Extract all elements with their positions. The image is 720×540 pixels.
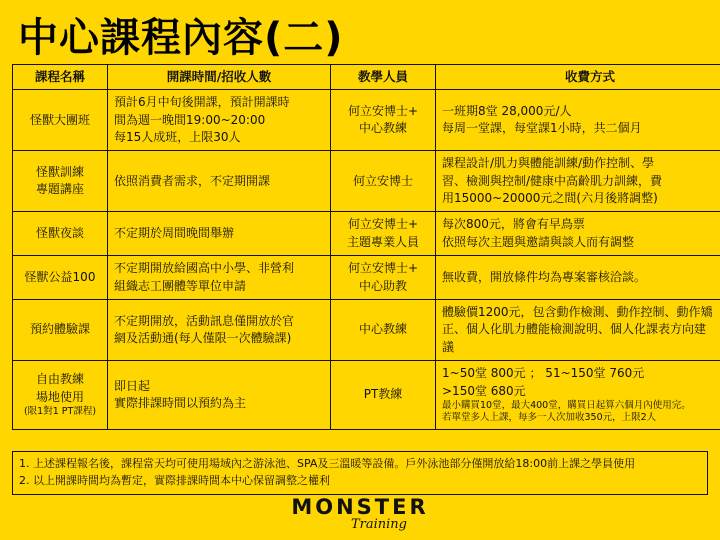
footnote-1: 1. 上述課程報名後，課程當天均可使用場域內之游泳池、SPA及三溫暖等設備。戶外泳池部分僅開放給18:00前上課之學員使用	[19, 457, 636, 470]
cell-staff: 何立安博士+ 主題專業人員	[331, 212, 436, 256]
table-row	[13, 212, 720, 256]
cell-fee: 一班期8堂 28,000元/人 每周一堂課，每堂課1小時，共二個月	[436, 90, 720, 151]
cell-course-name: 自由教練 場地使用 (限1對1 PT課程)	[13, 361, 108, 429]
table-header-row	[13, 65, 720, 90]
cell-course-time: 不定期開放，活動訊息僅開放於官 網及活動通(每人僅限一次體驗課)	[108, 300, 331, 361]
cell-fee: 課程設計/肌力與體能訓練/動作控制、學 習、檢測與控制/健康中高齡肌力訓練，費 用15000~20000元之間(六月後將調整)	[436, 151, 720, 212]
cell-staff: 何立安博士	[331, 151, 436, 212]
cell-course-time: 不定期於周間晚間舉辦	[108, 212, 331, 256]
cell-course-time: 不定期開放給國高中小學、非營利 組織志工團體等單位申請	[108, 256, 331, 300]
brand-tagline: Training	[350, 517, 408, 532]
cell-fee: 每次800元，將會有早鳥票 依照每次主題與邀請與談人而有調整	[436, 212, 720, 256]
course-table	[12, 64, 720, 430]
table-row	[13, 151, 720, 212]
cell-staff: 中心教練	[331, 300, 436, 361]
header-course-time: 開課時間/招收人數	[108, 65, 331, 90]
cell-fee: 無收費，開放條件均為專案審核洽談。	[436, 256, 720, 300]
table-row	[13, 361, 720, 429]
header-fee: 收費方式	[436, 65, 720, 90]
footnote-2: 2. 以上開課時間均為暫定，實際排課時間本中心保留調整之權利	[19, 473, 330, 487]
brand-logo	[0, 495, 720, 532]
table-row	[13, 300, 720, 361]
cell-course-time: 預計6月中旬後開課，預計開課時 間為週一晚間19:00~20:00 每15人成班，上限30人	[108, 90, 331, 151]
cell-course-name: 怪獸大團班	[13, 90, 108, 151]
cell-course-name: 預約體驗課	[13, 300, 108, 361]
cell-course-time: 即日起 實際排課時間以預約為主	[108, 361, 331, 429]
cell-course-name: 怪獸訓練 專題講座	[13, 151, 108, 212]
page-title: 中心課程內容(二)	[18, 15, 344, 61]
cell-course-time: 依照消費者需求，不定期開課	[108, 151, 331, 212]
brand-name: MONSTER	[291, 495, 429, 519]
table-row	[13, 90, 720, 151]
footnotes	[12, 451, 708, 495]
cell-staff: PT教練	[331, 361, 436, 429]
cell-fee: 1~50堂 800元 ； 51~150堂 760元 >150堂 680元 最小購買10堂，最大400堂，購買日起算六個月內使用完。 若單堂多人上課，每多一人次加收350元，上限2人	[436, 361, 720, 429]
cell-course-name: 怪獸公益100	[13, 256, 108, 300]
table-body	[13, 90, 720, 430]
header-staff: 教學人員	[331, 65, 436, 90]
cell-course-name: 怪獸夜談	[13, 212, 108, 256]
cell-staff: 何立安博士+ 中心教練	[331, 90, 436, 151]
table-row	[13, 256, 720, 300]
cell-fee: 體驗價1200元，包含動作檢測、動作控制、動作矯 正、個人化肌力體能檢測說明、個人化課表方向建 議	[436, 300, 720, 361]
header-course-name: 課程名稱	[13, 65, 108, 90]
table-header	[13, 65, 720, 90]
cell-staff: 何立安博士+ 中心助教	[331, 256, 436, 300]
